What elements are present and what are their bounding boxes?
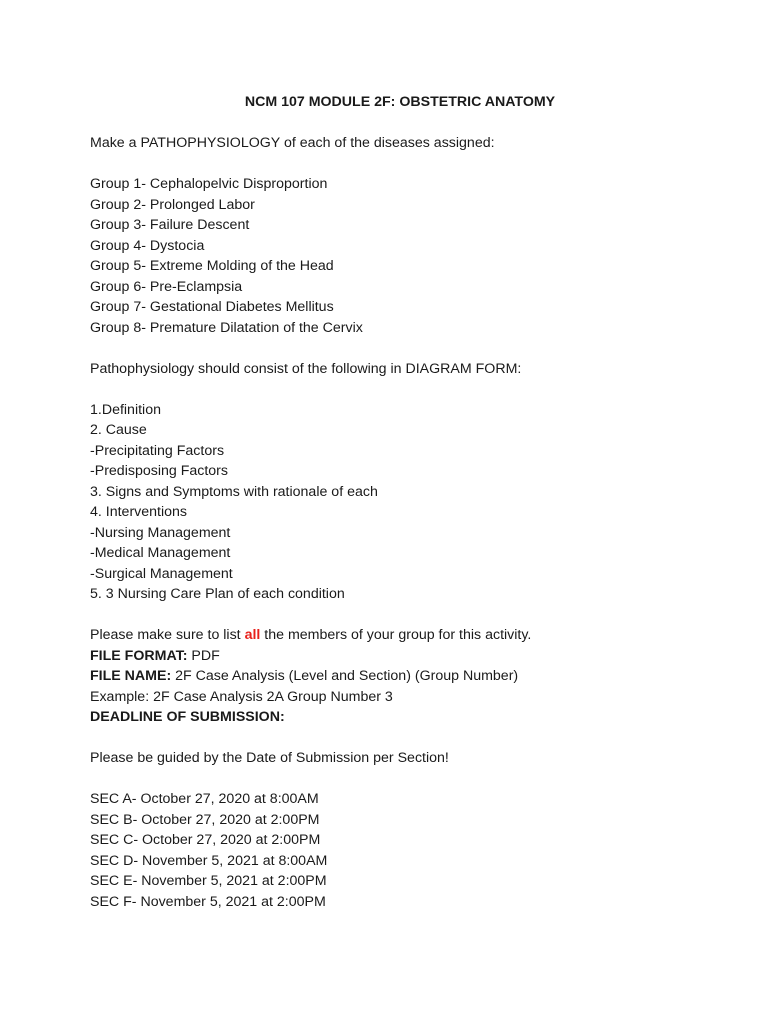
spacer xyxy=(90,338,710,359)
requirements-list xyxy=(90,400,710,605)
section-schedule-item: SEC F- November 5, 2021 at 2:00PM xyxy=(90,893,326,910)
group-item: Group 3- Failure Descent xyxy=(90,217,250,233)
file-name-label: FILE NAME: xyxy=(90,668,172,684)
section-schedule-list xyxy=(90,789,710,912)
group-item: Group 4- Dystocia xyxy=(90,237,205,254)
requirement-item: 5. 3 Nursing Care Plan of each condition xyxy=(90,586,345,602)
file-name-line xyxy=(90,666,710,687)
requirement-item: 2. Cause xyxy=(90,422,147,438)
file-format-line xyxy=(90,646,710,667)
page-title: NCM 107 MODULE 2F: OBSTETRIC ANATOMY xyxy=(244,94,556,110)
group-item: Group 5- Extreme Molding of the Head xyxy=(90,258,334,274)
spacer xyxy=(90,728,710,749)
guidance-text: Please be guided by the Date of Submission per Section! xyxy=(90,750,449,766)
group-item: Group 8- Premature Dilatation of the Cervix xyxy=(90,319,363,336)
spacer xyxy=(90,769,710,790)
requirement-item: 1.Definition xyxy=(90,401,161,418)
members-note-before: Please make sure to list xyxy=(90,627,245,643)
document-body xyxy=(90,92,710,912)
group-item: Group 1- Cephalopelvic Disproportion xyxy=(90,176,328,192)
requirement-item: -Precipitating Factors xyxy=(90,442,225,459)
spacer xyxy=(90,379,710,400)
intro-text: Make a PATHOPHYSIOLOGY of each of the diseases assigned: xyxy=(90,135,495,151)
requirement-item: -Medical Management xyxy=(90,545,231,561)
file-name-value: 2F Case Analysis (Level and Section) (Group Number) xyxy=(171,668,519,684)
members-note-after: the members of your group for this activity. xyxy=(260,627,532,643)
spacer xyxy=(90,154,710,175)
file-format-value: PDF xyxy=(187,647,220,664)
members-note-emphasis: all xyxy=(244,627,261,643)
section-schedule-item: SEC E- November 5, 2021 at 2:00PM xyxy=(90,873,327,889)
section-schedule-item: SEC B- October 27, 2020 at 2:00PM xyxy=(90,811,320,828)
file-format-label: FILE FORMAT: xyxy=(90,647,188,664)
requirement-item: 3. Signs and Symptoms with rationale of each xyxy=(90,483,378,500)
group-item: Group 2- Prolonged Labor xyxy=(90,196,255,213)
section-schedule-item: SEC A- October 27, 2020 at 8:00AM xyxy=(90,791,319,807)
group-list xyxy=(90,174,710,338)
section-schedule-item: SEC C- October 27, 2020 at 2:00PM xyxy=(90,832,321,848)
requirement-item: -Surgical Management xyxy=(90,565,233,582)
section-schedule-item: SEC D- November 5, 2021 at 8:00AM xyxy=(90,852,328,869)
example-text: Example: 2F Case Analysis 2A Group Number 3 xyxy=(90,688,393,705)
members-note xyxy=(90,625,710,646)
requirement-item: 4. Interventions xyxy=(90,504,188,520)
requirement-item: -Nursing Management xyxy=(90,524,231,541)
diagram-intro-text: Pathophysiology should consist of the following in DIAGRAM FORM: xyxy=(90,360,522,377)
deadline-label: DEADLINE OF SUBMISSION: xyxy=(90,709,285,725)
group-item: Group 6- Pre-Eclampsia xyxy=(90,278,243,295)
spacer xyxy=(90,605,710,626)
spacer xyxy=(90,113,710,134)
requirement-item: -Predisposing Factors xyxy=(90,463,228,479)
group-item: Group 7- Gestational Diabetes Mellitus xyxy=(90,299,334,315)
